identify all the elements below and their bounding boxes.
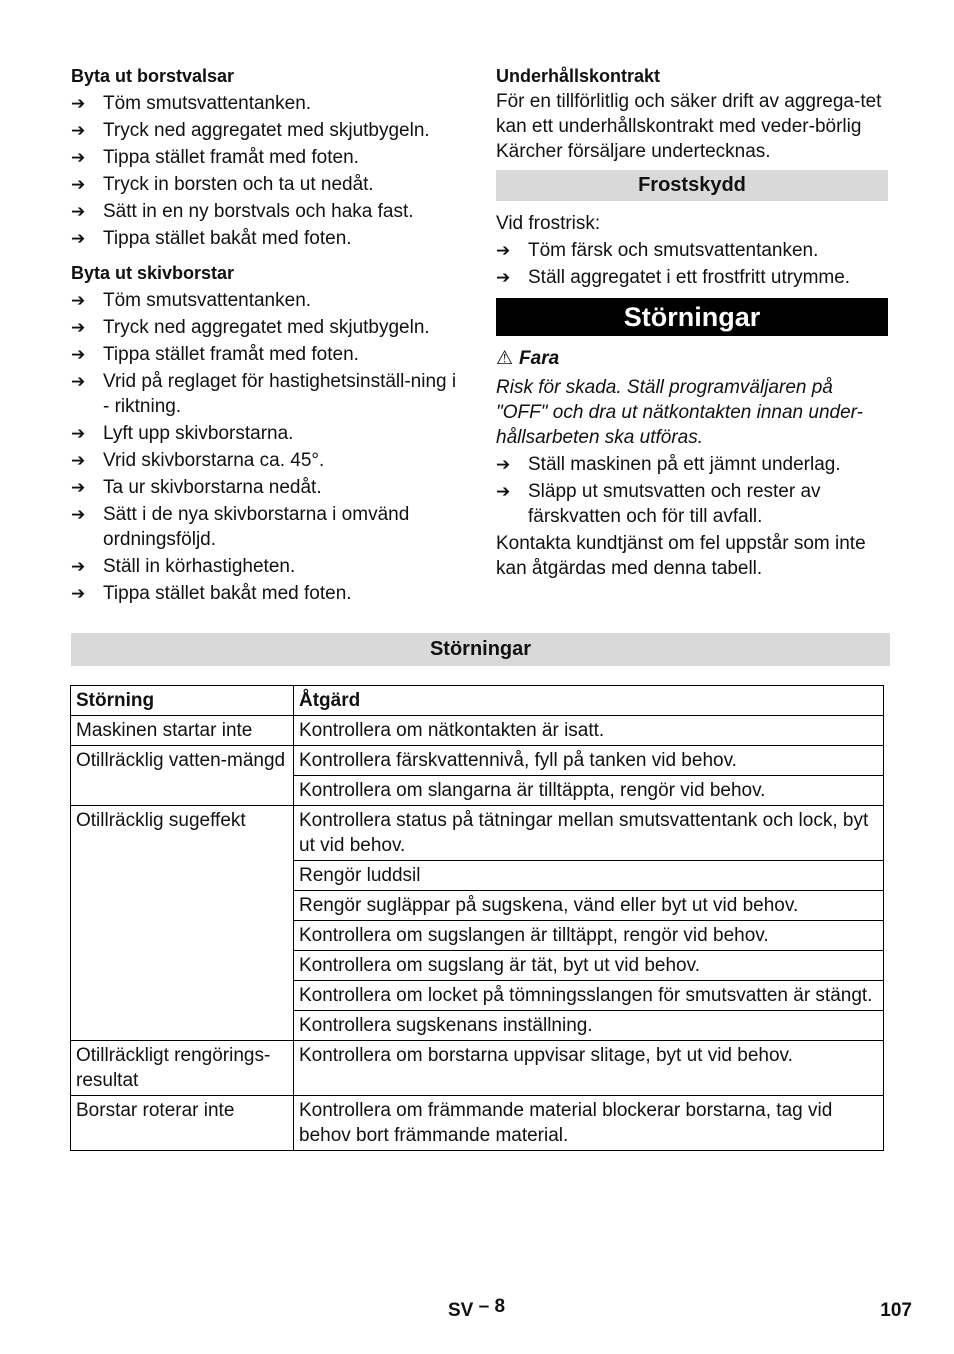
list-item: ➔ Släpp ut smutsvatten och rester av färskvatten och för till avfall.: [496, 481, 821, 527]
arrow-icon: ➔: [71, 505, 86, 524]
action-cell: Kontrollera om nätkontakten är isatt.: [294, 716, 884, 746]
list-item: ➔ Vrid skivborstarna ca. 45°.: [71, 450, 325, 471]
list-item: ➔ Ställ in körhastigheten.: [71, 556, 296, 577]
action-cell: Kontrollera färskvattennivå, fyll på tanken vid behov.: [294, 746, 884, 776]
arrow-icon: ➔: [71, 291, 86, 310]
action-cell: Rengör sugläppar på sugskena, vänd eller byt ut vid behov.: [294, 891, 884, 921]
left-column: [71, 64, 463, 608]
table-row: [71, 746, 884, 776]
arrow-icon: ➔: [71, 478, 86, 497]
action-cell: Kontrollera om främmande material blockerar borstarna, tag vid behov bort främmande material.: [294, 1096, 884, 1151]
list-item: ➔ Tippa stället framåt med foten.: [71, 344, 359, 365]
list-item: ➔ Tryck ned aggregatet med skjutbygeln.: [71, 120, 430, 141]
frost-intro: Vid frostrisk:: [496, 213, 601, 234]
list-item: ➔ Tippa stället bakåt med foten.: [71, 583, 352, 604]
list-item: ➔ Töm smutsvattentanken.: [71, 290, 312, 311]
table-banner: Störningar: [71, 633, 890, 666]
list-item: ➔ Tippa stället bakåt med foten.: [71, 228, 352, 249]
arrow-icon: ➔: [71, 175, 86, 194]
fault-cell: Otillräcklig sugeffekt: [71, 806, 294, 1041]
action-cell: Rengör luddsil: [294, 861, 884, 891]
list-item: ➔ Tryck in borsten och ta ut nedåt.: [71, 174, 374, 195]
action-cell: Kontrollera sugskenans inställning.: [294, 1011, 884, 1041]
arrow-icon: ➔: [71, 584, 86, 603]
step-list: [71, 288, 463, 606]
frost-step-list: [496, 238, 888, 290]
section-heading: Byta ut borstvalsar: [71, 66, 235, 86]
table-row: [71, 1096, 884, 1151]
table-row: [71, 1041, 884, 1096]
fault-cell: Maskinen startar inte: [71, 716, 294, 746]
arrow-icon: ➔: [71, 372, 86, 391]
arrow-icon: ➔: [71, 202, 86, 221]
fault-table: [70, 685, 884, 1151]
contact-text: Kontakta kundtjänst om fel uppstår som inte kan åtgärdas med denna tabell.: [496, 533, 866, 579]
fault-cell: Borstar roterar inte: [71, 1096, 294, 1151]
list-item: ➔ Töm färsk och smutsvattentanken.: [496, 240, 819, 261]
contract-heading: Underhållskontrakt: [496, 66, 661, 86]
fault-cell: Otillräcklig vatten-mängd: [71, 746, 294, 806]
arrow-icon: ➔: [71, 345, 86, 364]
section-heading: Byta ut skivborstar: [71, 263, 235, 283]
table-row: [71, 716, 884, 746]
frost-banner: Frostskydd: [496, 170, 888, 201]
action-cell: Kontrollera status på tätningar mellan smutsvattentank och lock, byt ut vid behov.: [294, 806, 884, 861]
arrow-icon: ➔: [496, 455, 511, 474]
arrow-icon: ➔: [71, 148, 86, 167]
list-item: ➔ Tryck ned aggregatet med skjutbygeln.: [71, 317, 430, 338]
table-header-row: [71, 686, 884, 716]
list-item: ➔ Ställ maskinen på ett jämnt underlag.: [496, 454, 841, 475]
list-item: ➔ Vrid på reglaget för hastighetsinställ-ning i - riktning.: [71, 371, 457, 417]
fault-step-list: [496, 452, 888, 529]
arrow-icon: ➔: [71, 121, 86, 140]
action-cell: Kontrollera om locket på tömningsslangen för smutsvatten är stängt.: [294, 981, 884, 1011]
arrow-icon: ➔: [496, 268, 511, 287]
list-item: ➔ Sätt in en ny borstvals och haka fast.: [71, 201, 414, 222]
list-item: ➔ Sätt i de nya skivborstarna i omvänd ordningsföljd.: [71, 504, 410, 550]
arrow-icon: ➔: [71, 451, 86, 470]
action-cell: Kontrollera om borstarna uppvisar slitage, byt ut vid behov.: [294, 1041, 884, 1096]
column-header-action: Åtgärd: [294, 686, 884, 716]
action-cell: Kontrollera om slangarna är tilltäppta, rengör vid behov.: [294, 776, 884, 806]
arrow-icon: ➔: [71, 229, 86, 248]
arrow-icon: ➔: [71, 318, 86, 337]
list-item: ➔ Töm smutsvattentanken.: [71, 93, 312, 114]
footer-language: SV – 8: [448, 1296, 506, 1321]
arrow-icon: ➔: [71, 557, 86, 576]
step-list: [71, 91, 463, 251]
danger-text: Risk för skada. Ställ programväljaren på "OFF" och dra ut nätkontakten innan under-hållsarbeten ska utföras.: [496, 377, 863, 448]
action-cell: Kontrollera om sugslang är tät, byt ut vid behov.: [294, 951, 884, 981]
danger-heading: ⚠ Fara: [496, 348, 560, 369]
arrow-icon: ➔: [71, 94, 86, 113]
list-item: ➔ Ta ur skivborstarna nedåt.: [71, 477, 322, 498]
arrow-icon: ➔: [496, 241, 511, 260]
fault-cell: Otillräckligt rengörings-resultat: [71, 1041, 294, 1096]
column-header-fault: Störning: [71, 686, 294, 716]
list-item: ➔ Ställ aggregatet i ett frostfritt utrymme.: [496, 267, 851, 288]
right-column: [496, 64, 888, 581]
list-item: ➔ Tippa stället framåt med foten.: [71, 147, 359, 168]
footer-section: – 8: [478, 1296, 506, 1317]
warning-triangle-icon: ⚠: [496, 348, 514, 369]
arrow-icon: ➔: [496, 482, 511, 501]
page-number: 107: [880, 1300, 912, 1321]
arrow-icon: ➔: [71, 424, 86, 443]
list-item: ➔ Lyft upp skivborstarna.: [71, 423, 294, 444]
action-cell: Kontrollera om sugslangen är tilltäppt, rengör vid behov.: [294, 921, 884, 951]
table-row: [71, 806, 884, 861]
faults-banner: Störningar: [496, 298, 888, 336]
contract-text: För en tillförlitlig och säker drift av aggrega-tet kan ett underhållskontrakt med veder-börlig Kärcher försäljare undertecknas.: [496, 91, 882, 162]
